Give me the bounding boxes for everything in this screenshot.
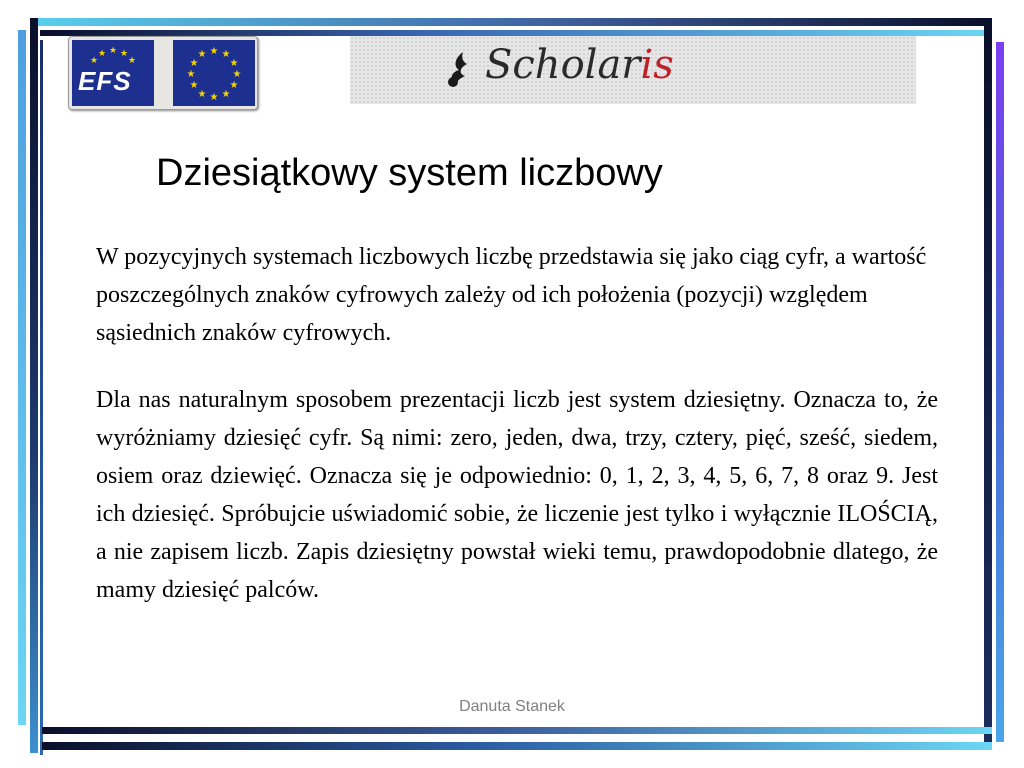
quill-icon: [445, 50, 475, 90]
frame-bar-right-outer: [996, 42, 1004, 742]
svg-text:★: ★: [186, 69, 196, 80]
svg-text:★: ★: [108, 46, 118, 56]
frame-bar-bottom: [42, 727, 992, 734]
frame-bar-left-inner: [40, 40, 43, 755]
svg-text:★: ★: [197, 49, 207, 60]
svg-text:★: ★: [229, 58, 239, 69]
eu-flag-icon: [72, 40, 154, 106]
svg-text:★: ★: [229, 80, 239, 91]
svg-text:★: ★: [221, 89, 231, 100]
svg-text:★: ★: [221, 49, 231, 60]
efs-logo: [68, 36, 258, 110]
eu-flag-icon: [173, 40, 255, 106]
svg-text:★: ★: [119, 49, 129, 59]
slide-title: Dziesiątkowy system liczbowy: [156, 152, 663, 194]
svg-text:★: ★: [189, 80, 199, 91]
svg-text:★: ★: [89, 56, 99, 66]
footer-author: Danuta Stanek: [459, 698, 565, 715]
scholaris-logo-text: Scholaris: [485, 42, 674, 88]
paragraph-intro: W pozycyjnych systemach liczbowych liczbę przedstawia się jako ciąg cyfr, a wartość poszczególnych znaków cyfrowych zależy od ich położenia (pozycji) względem sąsiednich znaków cyfrowych.: [96, 244, 927, 346]
paragraph-decimal: Dla nas naturalnym sposobem prezentacji liczb jest system dziesiętny. Oznacza to, że wyróżniamy dziesięć cyfr. Są nimi: zero, jeden, dwa, trzy, cztery, pięć, sześć, siedem, osiem oraz dziewięć. Oznacza się je odpowiednio: 0, 1, 2, 3, 4, 5, 6, 7, 8 oraz 9. Jest ich dziesięć. Spróbujcie uświadomić sobie, że liczenie jest tylko i wyłącznie ILOŚCIĄ, a nie zapisem liczb. Zapis dziesiętny powstał wieki temu, prawdopodobnie dlatego, że mamy dziesięć palców.: [96, 387, 938, 603]
frame-bar-right: [984, 18, 992, 743]
svg-text:★: ★: [127, 56, 137, 66]
efs-logo-text: EFS: [78, 66, 132, 96]
svg-text:★: ★: [209, 92, 219, 103]
svg-text:★: ★: [197, 89, 207, 100]
frame-bar-left-outer: [18, 30, 26, 725]
scholaris-logo: [350, 36, 916, 104]
svg-text:★: ★: [189, 58, 199, 69]
svg-text:★: ★: [97, 49, 107, 59]
frame-bar-left: [30, 18, 38, 753]
svg-text:★: ★: [209, 46, 219, 57]
frame-bar-top: [30, 18, 990, 26]
svg-text:★: ★: [232, 69, 242, 80]
frame-bar-bottom-outer: [42, 742, 992, 750]
